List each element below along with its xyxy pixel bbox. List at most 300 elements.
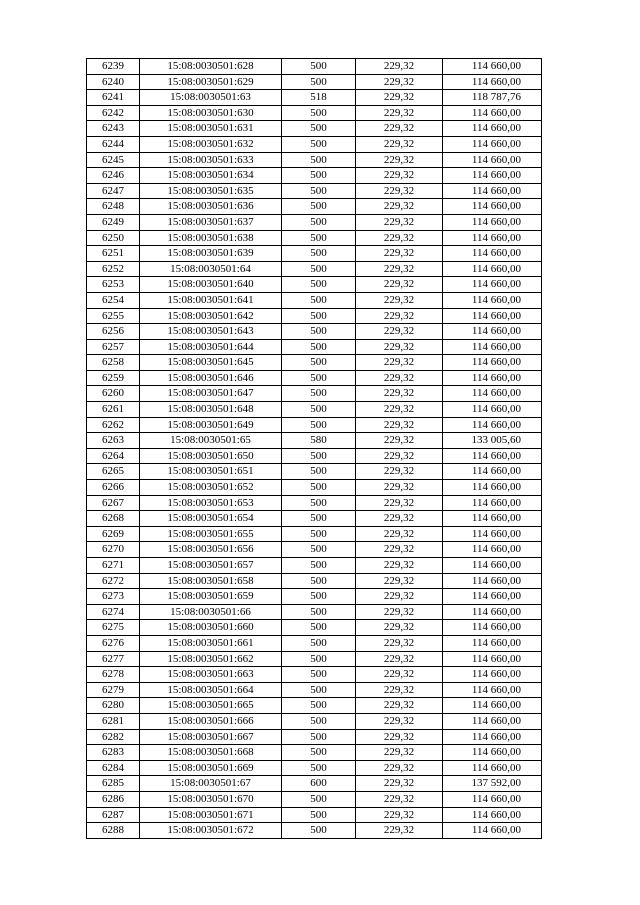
row-number-cell: 6250	[87, 230, 140, 246]
land-parcel-table	[86, 58, 542, 839]
rate-cell: 229,32	[356, 74, 443, 90]
table-row	[87, 386, 542, 402]
rate-cell: 229,32	[356, 698, 443, 714]
table-row	[87, 745, 542, 761]
area-cell: 500	[282, 121, 356, 137]
area-cell: 500	[282, 526, 356, 542]
cadastral-number-cell: 15:08:0030501:641	[140, 292, 282, 308]
row-number-cell: 6278	[87, 667, 140, 683]
row-number-cell: 6243	[87, 121, 140, 137]
cadastral-number-cell: 15:08:0030501:640	[140, 277, 282, 293]
table-row	[87, 168, 542, 184]
table-row	[87, 214, 542, 230]
cadastral-number-cell: 15:08:0030501:631	[140, 121, 282, 137]
table-row	[87, 760, 542, 776]
table-row	[87, 589, 542, 605]
table-row	[87, 324, 542, 340]
area-cell: 500	[282, 417, 356, 433]
rate-cell: 229,32	[356, 152, 443, 168]
amount-cell: 114 660,00	[443, 495, 542, 511]
row-number-cell: 6249	[87, 214, 140, 230]
table-row	[87, 464, 542, 480]
rate-cell: 229,32	[356, 261, 443, 277]
row-number-cell: 6242	[87, 105, 140, 121]
row-number-cell: 6266	[87, 480, 140, 496]
cadastral-number-cell: 15:08:0030501:628	[140, 59, 282, 75]
cadastral-number-cell: 15:08:0030501:633	[140, 152, 282, 168]
rate-cell: 229,32	[356, 745, 443, 761]
amount-cell: 114 660,00	[443, 558, 542, 574]
row-number-cell: 6277	[87, 651, 140, 667]
table-row	[87, 402, 542, 418]
cadastral-number-cell: 15:08:0030501:64	[140, 261, 282, 277]
area-cell: 500	[282, 308, 356, 324]
cadastral-number-cell: 15:08:0030501:660	[140, 620, 282, 636]
amount-cell: 114 660,00	[443, 526, 542, 542]
rate-cell: 229,32	[356, 105, 443, 121]
row-number-cell: 6274	[87, 604, 140, 620]
amount-cell: 114 660,00	[443, 199, 542, 215]
amount-cell: 114 660,00	[443, 480, 542, 496]
rate-cell: 229,32	[356, 214, 443, 230]
amount-cell: 114 660,00	[443, 511, 542, 527]
cadastral-number-cell: 15:08:0030501:666	[140, 713, 282, 729]
area-cell: 500	[282, 589, 356, 605]
area-cell: 500	[282, 105, 356, 121]
amount-cell: 114 660,00	[443, 417, 542, 433]
rate-cell: 229,32	[356, 604, 443, 620]
amount-cell: 114 660,00	[443, 402, 542, 418]
rate-cell: 229,32	[356, 448, 443, 464]
rate-cell: 229,32	[356, 589, 443, 605]
area-cell: 500	[282, 542, 356, 558]
area-cell: 500	[282, 480, 356, 496]
table-row	[87, 667, 542, 683]
table-row	[87, 59, 542, 75]
rate-cell: 229,32	[356, 667, 443, 683]
area-cell: 500	[282, 791, 356, 807]
amount-cell: 114 660,00	[443, 729, 542, 745]
rate-cell: 229,32	[356, 464, 443, 480]
amount-cell: 118 787,76	[443, 90, 542, 106]
area-cell: 500	[282, 370, 356, 386]
amount-cell: 114 660,00	[443, 152, 542, 168]
area-cell: 500	[282, 292, 356, 308]
cadastral-number-cell: 15:08:0030501:647	[140, 386, 282, 402]
area-cell: 500	[282, 635, 356, 651]
cadastral-number-cell: 15:08:0030501:649	[140, 417, 282, 433]
area-cell: 600	[282, 776, 356, 792]
row-number-cell: 6253	[87, 277, 140, 293]
table-row	[87, 635, 542, 651]
rate-cell: 229,32	[356, 277, 443, 293]
row-number-cell: 6260	[87, 386, 140, 402]
cadastral-number-cell: 15:08:0030501:652	[140, 480, 282, 496]
table-row	[87, 573, 542, 589]
area-cell: 500	[282, 230, 356, 246]
row-number-cell: 6279	[87, 682, 140, 698]
amount-cell: 133 005,60	[443, 433, 542, 449]
row-number-cell: 6273	[87, 589, 140, 605]
amount-cell: 114 660,00	[443, 74, 542, 90]
table-row	[87, 495, 542, 511]
table-row	[87, 121, 542, 137]
amount-cell: 114 660,00	[443, 230, 542, 246]
rate-cell: 229,32	[356, 729, 443, 745]
amount-cell: 114 660,00	[443, 807, 542, 823]
table-row	[87, 199, 542, 215]
table-row	[87, 90, 542, 106]
rate-cell: 229,32	[356, 136, 443, 152]
amount-cell: 114 660,00	[443, 464, 542, 480]
amount-cell: 114 660,00	[443, 713, 542, 729]
table-row	[87, 230, 542, 246]
cadastral-number-cell: 15:08:0030501:655	[140, 526, 282, 542]
area-cell: 500	[282, 183, 356, 199]
cadastral-number-cell: 15:08:0030501:636	[140, 199, 282, 215]
row-number-cell: 6281	[87, 713, 140, 729]
cadastral-number-cell: 15:08:0030501:662	[140, 651, 282, 667]
rate-cell: 229,32	[356, 823, 443, 839]
area-cell: 500	[282, 713, 356, 729]
area-cell: 500	[282, 261, 356, 277]
rate-cell: 229,32	[356, 526, 443, 542]
area-cell: 500	[282, 760, 356, 776]
rate-cell: 229,32	[356, 651, 443, 667]
rate-cell: 229,32	[356, 230, 443, 246]
rate-cell: 229,32	[356, 90, 443, 106]
cadastral-number-cell: 15:08:0030501:668	[140, 745, 282, 761]
cadastral-number-cell: 15:08:0030501:637	[140, 214, 282, 230]
cadastral-number-cell: 15:08:0030501:669	[140, 760, 282, 776]
cadastral-number-cell: 15:08:0030501:661	[140, 635, 282, 651]
amount-cell: 114 660,00	[443, 682, 542, 698]
amount-cell: 114 660,00	[443, 370, 542, 386]
amount-cell: 114 660,00	[443, 246, 542, 262]
cadastral-number-cell: 15:08:0030501:644	[140, 339, 282, 355]
row-number-cell: 6245	[87, 152, 140, 168]
amount-cell: 114 660,00	[443, 604, 542, 620]
cadastral-number-cell: 15:08:0030501:645	[140, 355, 282, 371]
rate-cell: 229,32	[356, 776, 443, 792]
area-cell: 500	[282, 355, 356, 371]
area-cell: 500	[282, 573, 356, 589]
amount-cell: 114 660,00	[443, 542, 542, 558]
amount-cell: 114 660,00	[443, 386, 542, 402]
rate-cell: 229,32	[356, 791, 443, 807]
row-number-cell: 6262	[87, 417, 140, 433]
table-row	[87, 682, 542, 698]
cadastral-number-cell: 15:08:0030501:664	[140, 682, 282, 698]
rate-cell: 229,32	[356, 183, 443, 199]
row-number-cell: 6272	[87, 573, 140, 589]
cadastral-number-cell: 15:08:0030501:67	[140, 776, 282, 792]
table-row	[87, 807, 542, 823]
amount-cell: 114 660,00	[443, 448, 542, 464]
row-number-cell: 6282	[87, 729, 140, 745]
amount-cell: 114 660,00	[443, 589, 542, 605]
table-row	[87, 651, 542, 667]
rate-cell: 229,32	[356, 324, 443, 340]
cadastral-number-cell: 15:08:0030501:629	[140, 74, 282, 90]
rate-cell: 229,32	[356, 308, 443, 324]
rate-cell: 229,32	[356, 807, 443, 823]
rate-cell: 229,32	[356, 480, 443, 496]
cadastral-number-cell: 15:08:0030501:63	[140, 90, 282, 106]
rate-cell: 229,32	[356, 682, 443, 698]
rate-cell: 229,32	[356, 168, 443, 184]
area-cell: 500	[282, 168, 356, 184]
rate-cell: 229,32	[356, 121, 443, 137]
area-cell: 500	[282, 402, 356, 418]
row-number-cell: 6252	[87, 261, 140, 277]
rate-cell: 229,32	[356, 635, 443, 651]
amount-cell: 114 660,00	[443, 183, 542, 199]
rate-cell: 229,32	[356, 59, 443, 75]
area-cell: 500	[282, 152, 356, 168]
area-cell: 500	[282, 339, 356, 355]
row-number-cell: 6284	[87, 760, 140, 776]
table-row	[87, 791, 542, 807]
table-row	[87, 277, 542, 293]
cadastral-number-cell: 15:08:0030501:639	[140, 246, 282, 262]
area-cell: 500	[282, 324, 356, 340]
cadastral-number-cell: 15:08:0030501:650	[140, 448, 282, 464]
cadastral-number-cell: 15:08:0030501:665	[140, 698, 282, 714]
cadastral-number-cell: 15:08:0030501:657	[140, 558, 282, 574]
cadastral-number-cell: 15:08:0030501:651	[140, 464, 282, 480]
table-row	[87, 152, 542, 168]
area-cell: 500	[282, 464, 356, 480]
area-cell: 500	[282, 729, 356, 745]
amount-cell: 114 660,00	[443, 760, 542, 776]
area-cell: 500	[282, 59, 356, 75]
area-cell: 500	[282, 495, 356, 511]
table-row	[87, 246, 542, 262]
rate-cell: 229,32	[356, 495, 443, 511]
row-number-cell: 6280	[87, 698, 140, 714]
rate-cell: 229,32	[356, 542, 443, 558]
rate-cell: 229,32	[356, 386, 443, 402]
row-number-cell: 6240	[87, 74, 140, 90]
cadastral-number-cell: 15:08:0030501:658	[140, 573, 282, 589]
amount-cell: 114 660,00	[443, 168, 542, 184]
area-cell: 518	[282, 90, 356, 106]
row-number-cell: 6264	[87, 448, 140, 464]
amount-cell: 114 660,00	[443, 339, 542, 355]
cadastral-number-cell: 15:08:0030501:630	[140, 105, 282, 121]
row-number-cell: 6258	[87, 355, 140, 371]
amount-cell: 114 660,00	[443, 791, 542, 807]
amount-cell: 114 660,00	[443, 136, 542, 152]
table-row	[87, 417, 542, 433]
amount-cell: 114 660,00	[443, 324, 542, 340]
row-number-cell: 6287	[87, 807, 140, 823]
row-number-cell: 6239	[87, 59, 140, 75]
table-row	[87, 183, 542, 199]
rate-cell: 229,32	[356, 355, 443, 371]
row-number-cell: 6247	[87, 183, 140, 199]
cadastral-number-cell: 15:08:0030501:659	[140, 589, 282, 605]
row-number-cell: 6256	[87, 324, 140, 340]
table-row	[87, 448, 542, 464]
area-cell: 500	[282, 136, 356, 152]
row-number-cell: 6275	[87, 620, 140, 636]
amount-cell: 114 660,00	[443, 823, 542, 839]
area-cell: 500	[282, 745, 356, 761]
row-number-cell: 6285	[87, 776, 140, 792]
row-number-cell: 6251	[87, 246, 140, 262]
row-number-cell: 6269	[87, 526, 140, 542]
area-cell: 500	[282, 214, 356, 230]
cadastral-number-cell: 15:08:0030501:66	[140, 604, 282, 620]
cadastral-number-cell: 15:08:0030501:670	[140, 791, 282, 807]
table-row	[87, 136, 542, 152]
area-cell: 500	[282, 199, 356, 215]
rate-cell: 229,32	[356, 417, 443, 433]
row-number-cell: 6265	[87, 464, 140, 480]
amount-cell: 114 660,00	[443, 292, 542, 308]
cadastral-number-cell: 15:08:0030501:656	[140, 542, 282, 558]
cadastral-number-cell: 15:08:0030501:653	[140, 495, 282, 511]
table-row	[87, 355, 542, 371]
cadastral-number-cell: 15:08:0030501:667	[140, 729, 282, 745]
area-cell: 580	[282, 433, 356, 449]
area-cell: 500	[282, 620, 356, 636]
table-row	[87, 558, 542, 574]
row-number-cell: 6276	[87, 635, 140, 651]
row-number-cell: 6263	[87, 433, 140, 449]
amount-cell: 114 660,00	[443, 745, 542, 761]
cadastral-number-cell: 15:08:0030501:643	[140, 324, 282, 340]
area-cell: 500	[282, 698, 356, 714]
cadastral-number-cell: 15:08:0030501:654	[140, 511, 282, 527]
area-cell: 500	[282, 667, 356, 683]
amount-cell: 114 660,00	[443, 214, 542, 230]
cadastral-number-cell: 15:08:0030501:642	[140, 308, 282, 324]
area-cell: 500	[282, 558, 356, 574]
rate-cell: 229,32	[356, 402, 443, 418]
row-number-cell: 6268	[87, 511, 140, 527]
table-row	[87, 292, 542, 308]
table-row	[87, 261, 542, 277]
rate-cell: 229,32	[356, 339, 443, 355]
row-number-cell: 6261	[87, 402, 140, 418]
row-number-cell: 6270	[87, 542, 140, 558]
table-row	[87, 339, 542, 355]
cadastral-number-cell: 15:08:0030501:635	[140, 183, 282, 199]
table-row	[87, 370, 542, 386]
rate-cell: 229,32	[356, 246, 443, 262]
rate-cell: 229,32	[356, 292, 443, 308]
row-number-cell: 6244	[87, 136, 140, 152]
table-row	[87, 698, 542, 714]
table-row	[87, 511, 542, 527]
rate-cell: 229,32	[356, 199, 443, 215]
row-number-cell: 6271	[87, 558, 140, 574]
amount-cell: 114 660,00	[443, 308, 542, 324]
table-row	[87, 542, 542, 558]
row-number-cell: 6267	[87, 495, 140, 511]
area-cell: 500	[282, 823, 356, 839]
area-cell: 500	[282, 682, 356, 698]
cadastral-number-cell: 15:08:0030501:663	[140, 667, 282, 683]
cadastral-number-cell: 15:08:0030501:632	[140, 136, 282, 152]
table-row	[87, 74, 542, 90]
row-number-cell: 6288	[87, 823, 140, 839]
table-row	[87, 729, 542, 745]
table-row	[87, 620, 542, 636]
table-row	[87, 776, 542, 792]
area-cell: 500	[282, 511, 356, 527]
table-row	[87, 433, 542, 449]
cadastral-number-cell: 15:08:0030501:634	[140, 168, 282, 184]
rate-cell: 229,32	[356, 573, 443, 589]
table-row	[87, 480, 542, 496]
table-row	[87, 105, 542, 121]
area-cell: 500	[282, 604, 356, 620]
area-cell: 500	[282, 651, 356, 667]
table-row	[87, 823, 542, 839]
amount-cell: 114 660,00	[443, 651, 542, 667]
cadastral-number-cell: 15:08:0030501:638	[140, 230, 282, 246]
rate-cell: 229,32	[356, 370, 443, 386]
table-row	[87, 713, 542, 729]
cadastral-number-cell: 15:08:0030501:672	[140, 823, 282, 839]
row-number-cell: 6248	[87, 199, 140, 215]
area-cell: 500	[282, 277, 356, 293]
area-cell: 500	[282, 386, 356, 402]
area-cell: 500	[282, 74, 356, 90]
amount-cell: 114 660,00	[443, 635, 542, 651]
row-number-cell: 6259	[87, 370, 140, 386]
row-number-cell: 6283	[87, 745, 140, 761]
row-number-cell: 6286	[87, 791, 140, 807]
area-cell: 500	[282, 448, 356, 464]
amount-cell: 114 660,00	[443, 573, 542, 589]
area-cell: 500	[282, 246, 356, 262]
cadastral-number-cell: 15:08:0030501:65	[140, 433, 282, 449]
amount-cell: 114 660,00	[443, 277, 542, 293]
row-number-cell: 6241	[87, 90, 140, 106]
table-row	[87, 526, 542, 542]
amount-cell: 137 592,00	[443, 776, 542, 792]
row-number-cell: 6246	[87, 168, 140, 184]
row-number-cell: 6257	[87, 339, 140, 355]
area-cell: 500	[282, 807, 356, 823]
amount-cell: 114 660,00	[443, 121, 542, 137]
amount-cell: 114 660,00	[443, 620, 542, 636]
table-body	[87, 59, 542, 839]
amount-cell: 114 660,00	[443, 105, 542, 121]
rate-cell: 229,32	[356, 713, 443, 729]
table-row	[87, 604, 542, 620]
rate-cell: 229,32	[356, 511, 443, 527]
amount-cell: 114 660,00	[443, 667, 542, 683]
rate-cell: 229,32	[356, 620, 443, 636]
rate-cell: 229,32	[356, 760, 443, 776]
cadastral-number-cell: 15:08:0030501:646	[140, 370, 282, 386]
amount-cell: 114 660,00	[443, 698, 542, 714]
rate-cell: 229,32	[356, 558, 443, 574]
amount-cell: 114 660,00	[443, 355, 542, 371]
rate-cell: 229,32	[356, 433, 443, 449]
row-number-cell: 6254	[87, 292, 140, 308]
table-row	[87, 308, 542, 324]
row-number-cell: 6255	[87, 308, 140, 324]
amount-cell: 114 660,00	[443, 59, 542, 75]
cadastral-number-cell: 15:08:0030501:671	[140, 807, 282, 823]
